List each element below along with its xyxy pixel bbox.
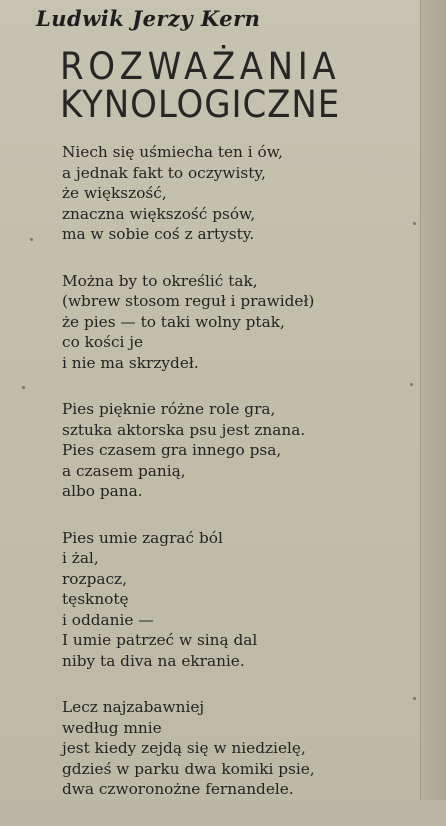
stanza-5 <box>62 697 412 800</box>
print-speck <box>22 386 25 389</box>
poem-body <box>62 142 412 826</box>
print-speck <box>413 697 416 700</box>
poem-line: (wbrew stosom reguł i prawideł) <box>62 292 315 310</box>
page-fold-edge <box>420 0 446 800</box>
poem-line: a czasem panią, <box>62 461 186 480</box>
poem-line: według mnie <box>62 718 162 737</box>
poem-line: i żal, <box>62 549 99 567</box>
poem-line: i oddanie — <box>62 610 154 629</box>
poem-line: I umie patrzeć w siną dal <box>62 631 258 649</box>
poem-title-line-2: KYNOLOGICZNE <box>60 83 341 126</box>
stanza-1 <box>62 142 412 245</box>
poem-line: jest kiedy zejdą się w niedzielę, <box>62 739 306 757</box>
poem-line: co kości je <box>62 333 144 351</box>
poem-line: dwa czworonożne fernandele. <box>62 780 294 798</box>
poem-line: Pies umie zagrać ból <box>62 528 223 547</box>
poem-line: a jednak fakt to oczywisty, <box>62 163 266 182</box>
stanza-3 <box>62 399 412 502</box>
print-speck <box>410 383 413 386</box>
poem-line: Można by to określić tak, <box>62 271 258 290</box>
poem-line: że pies — to taki wolny ptak, <box>62 312 285 331</box>
poem-line: Pies czasem gra innego psa, <box>62 441 282 459</box>
stanza-2 <box>62 271 412 374</box>
author-name: Ludwik Jerzy Kern <box>36 6 261 31</box>
poem-title-line-1: ROZWAŻANIA <box>60 45 341 88</box>
print-speck <box>413 222 416 225</box>
poem-line: że większość, <box>62 184 167 202</box>
poem-line: sztuka aktorska psu jest znana. <box>62 420 306 439</box>
poem-line: gdzieś w parku dwa komiki psie, <box>62 759 315 778</box>
poem-line: rozpacz, <box>62 569 127 588</box>
poem-line: znaczna większość psów, <box>62 204 256 223</box>
print-speck <box>30 238 33 241</box>
poem-line: niby ta diva na ekranie. <box>62 651 245 670</box>
poem-line: i nie ma skrzydeł. <box>62 353 199 372</box>
poem-line: ma w sobie coś z artysty. <box>62 225 255 243</box>
poem-line: albo pana. <box>62 482 143 500</box>
stanza-4 <box>62 528 412 672</box>
poem-line: tęsknotę <box>62 590 129 608</box>
poem-line: Lecz najzabawniej <box>62 698 205 716</box>
poem-line: Pies pięknie różne role gra, <box>62 400 276 418</box>
poem-line: Niech się uśmiecha ten i ów, <box>62 143 283 161</box>
